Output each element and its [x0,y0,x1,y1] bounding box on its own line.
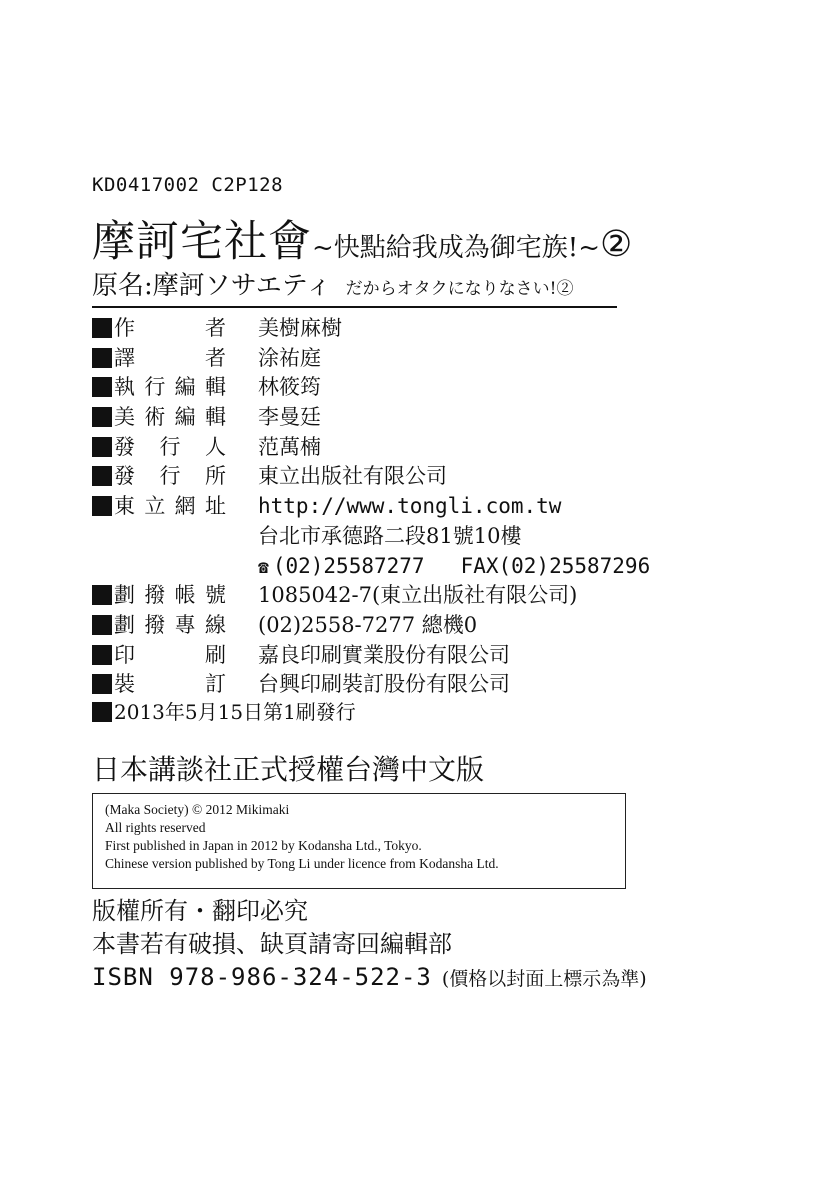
original-name: 摩訶ソサエティ [152,271,332,301]
original-subtitle: だからオタクになりなさい!② [345,279,574,299]
bullet-square-icon [92,702,112,722]
credits-list [92,314,650,700]
rights-line: 版權所有・翻印必究 [92,897,308,925]
bullet-square-icon [92,348,112,368]
credit-value: 東立出版社有限公司 [258,464,447,489]
credit-row [92,433,650,463]
credit-row [92,373,650,403]
credit-label: 發 行 所 [114,464,226,489]
credit-row [92,611,650,641]
credit-value: 嘉良印刷實業股份有限公司 [258,642,510,667]
bullet-square-icon [92,615,112,635]
copyright-line: (Maka Society) © 2012 Mikimaki [105,802,290,817]
phone-row [92,552,650,582]
copyright-line: First published in Japan in 2012 by Kodansha Ltd., Tokyo. [105,838,422,853]
address: 台北市承德路二段81號10樓 [258,523,522,548]
bullet-square-icon [92,496,112,516]
authorization-statement: 日本講談社正式授權台灣中文版 [92,753,485,786]
isbn-number: ISBN 978-986-324-522-3 [92,963,432,991]
credit-value: 美樹麻樹 [258,316,342,340]
website-url: http://www.tongli.com.tw [258,494,562,519]
credit-label: 印 刷 [114,642,226,667]
credit-row [92,492,650,522]
bullet-square-icon [92,437,112,457]
credit-value: 范萬楠 [258,434,321,459]
title-divider [92,306,617,308]
bullet-square-icon [92,318,112,338]
credit-label: 譯 者 [114,345,226,370]
credit-row [92,462,650,492]
credit-label: 作 者 [114,316,226,340]
original-label: 原名: [92,271,153,301]
credit-label: 東立網址 [114,494,226,519]
title-main: 摩訶宅社會 [92,217,312,267]
bullet-square-icon [92,407,112,427]
product-code: KD0417002 C2P128 [92,174,284,196]
credit-value: 台興印刷裝訂股份有限公司 [258,672,510,697]
phone-icon: ☎ [258,556,269,578]
credit-label: 美術編輯 [114,405,226,430]
credit-row [92,314,650,344]
bullet-square-icon [92,585,112,605]
bullet-square-icon [92,466,112,486]
book-title [92,208,632,269]
phone-number: (02)25587277 [272,553,425,578]
bullet-square-icon [92,674,112,694]
rights-notice [92,895,452,961]
copyright-box [92,793,626,889]
credit-label: 裝 訂 [114,672,226,697]
credit-value: 1085042-7(東立出版社有限公司) [258,583,578,608]
original-title [92,265,574,302]
copyright-line: All rights reserved [105,820,206,835]
address-row [92,522,650,552]
credit-label: 劃撥專線 [114,612,226,637]
credit-row [92,641,650,671]
credit-value: 林筱筠 [258,375,321,400]
credit-label: 劃撥帳號 [114,583,226,608]
bullet-square-icon [92,377,112,397]
credit-label: 執行編輯 [114,375,226,400]
credit-row [92,581,650,611]
rights-line: 本書若有破損、缺頁請寄回編輯部 [92,930,452,958]
credit-value: 李曼廷 [258,405,321,430]
bullet-square-icon [92,645,112,665]
credit-value: (02)2558-7277 總機0 [258,612,478,637]
copyright-line: Chinese version published by Tong Li under licence from Kodansha Ltd. [105,856,499,871]
price-note: (價格以封面上標示為準) [441,968,647,990]
isbn-line [92,963,647,991]
publish-date-line [92,696,356,725]
credit-row [92,344,650,374]
fax-number: FAX(02)25587296 [460,553,651,578]
credit-label: 發 行 人 [114,434,226,459]
credit-row [92,403,650,433]
credit-value: 涂祐庭 [258,345,321,370]
volume-number: ② [600,224,633,265]
publish-date: 2013年5月15日第1刷發行 [114,700,356,724]
title-subtitle: ~快點給我成為御宅族!~ [312,233,601,263]
